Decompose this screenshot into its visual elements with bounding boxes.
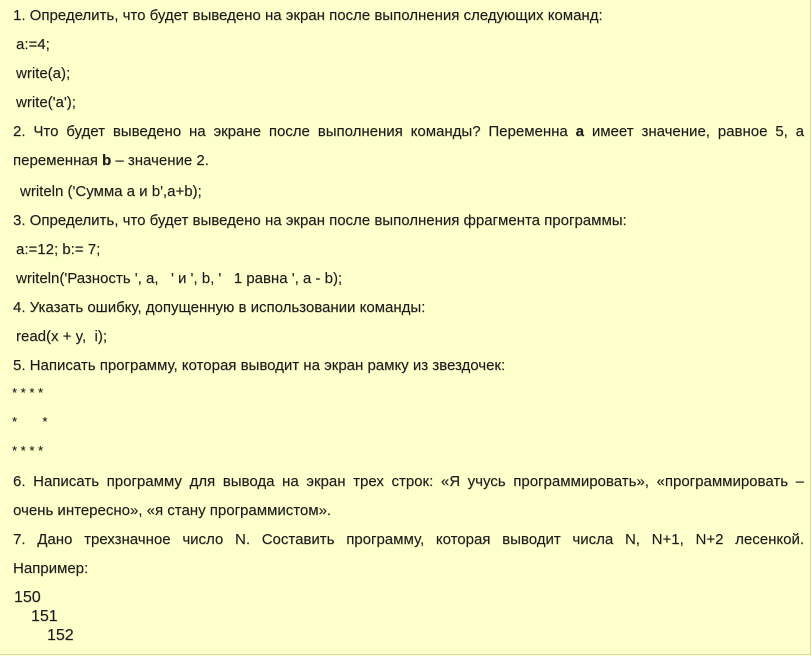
task6-question-line2: очень интересно», «я стану программистом». — [13, 502, 332, 519]
task4-code: read(x + y, i); — [16, 328, 107, 345]
task2-text: – значение 2. — [115, 152, 209, 169]
task1-code-line: a:=4; — [16, 36, 50, 53]
task1-code-line: write('a'); — [16, 94, 76, 111]
task6-question-line1: 6. Написать программу для вывода на экран трех строк: «Я учусь программировать», «программировать – — [13, 473, 804, 490]
task1-code-line: write(a); — [16, 65, 71, 82]
task2-code: writeln ('Сумма a и b',a+b); — [20, 183, 202, 200]
task5-question: 5. Написать программу, которая выводит на экран рамку из звездочек: — [13, 357, 506, 374]
task2-question-line2 — [13, 152, 804, 170]
star-frame-row: * * * * — [12, 385, 44, 400]
example-number: 152 — [47, 627, 74, 644]
task3-question: 3. Определить, что будет выведено на экран после выполнения фрагмента программы: — [13, 212, 627, 229]
task7-question-line2: Например: — [13, 560, 89, 577]
task1-question: 1. Определить, что будет выведено на экран после выполнения следующих команд: — [13, 7, 603, 24]
task3-code-line: writeln('Разность ', a, ' и ', b, ' 1 равна ', a - b); — [16, 270, 343, 287]
task2-text: переменная — [13, 152, 98, 169]
example-number: 150 — [14, 589, 41, 606]
variable-a: a — [575, 123, 584, 140]
task7-question-line1: 7. Дано трехзначное число N. Составить программу, которая выводит числа N, N+1, N+2 лесенкой. — [13, 531, 804, 548]
task2-question-line1 — [13, 123, 804, 141]
star-frame-row: * * — [12, 414, 48, 429]
task4-question: 4. Указать ошибку, допущенную в использовании команды: — [13, 299, 426, 316]
task3-code-line: a:=12; b:= 7; — [16, 241, 101, 258]
task2-text: имеет значение, равное 5, а — [591, 123, 804, 140]
variable-b: b — [102, 152, 112, 169]
task2-text: 2. Что будет выведено на экране после выполнения команды? Переменна — [13, 123, 568, 140]
example-number: 151 — [31, 608, 58, 625]
star-frame-row: * * * * — [12, 443, 44, 458]
